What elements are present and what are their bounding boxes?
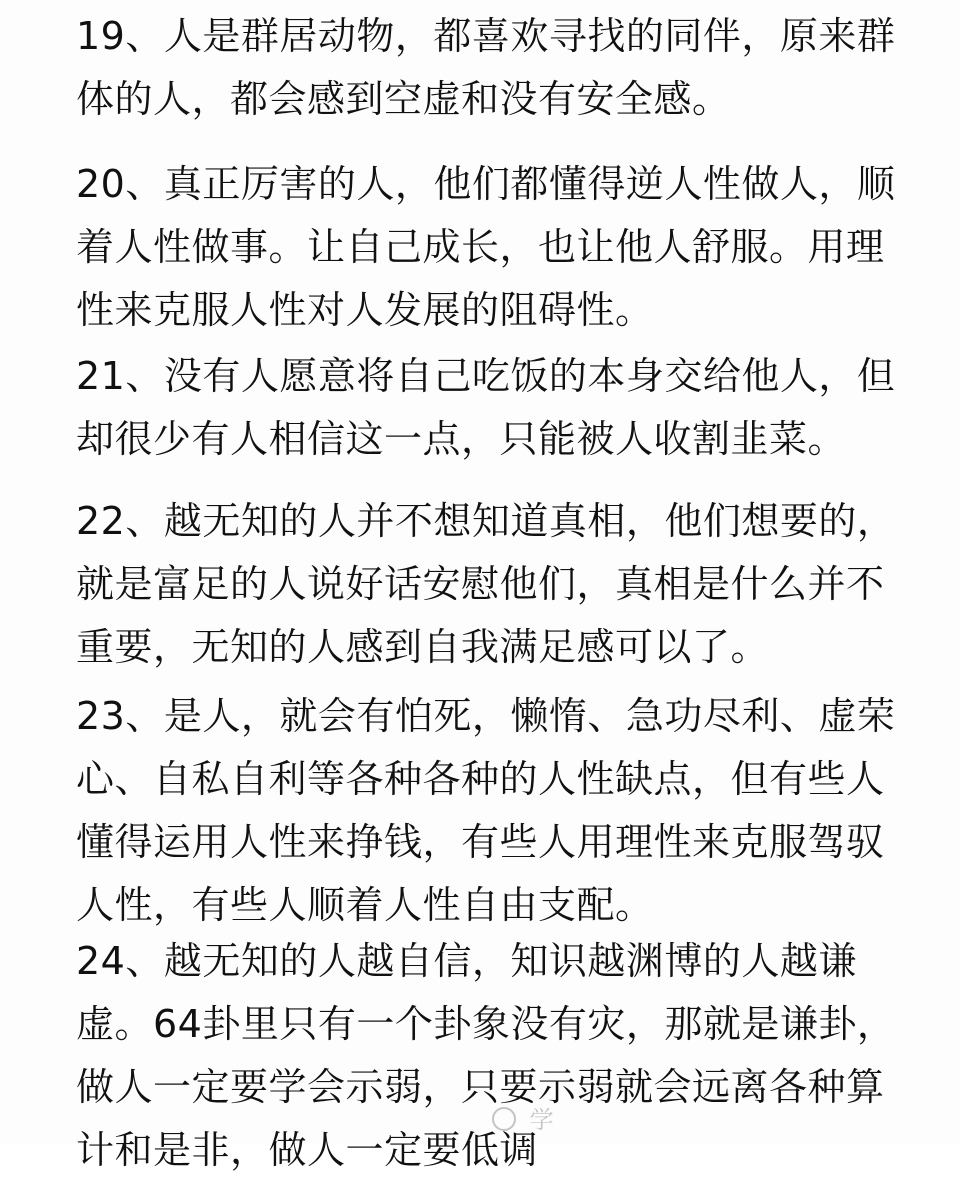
paragraph-20 — [76, 153, 896, 342]
paragraph-line: 做人一定要学会示弱，只要示弱就会远离各种算 — [76, 1065, 885, 1109]
paragraph-line: 却很少有人相信这一点，只能被人收割韭菜。 — [76, 417, 847, 461]
paragraph-line: 24、越无知的人越自信，知识越渊博的人越谦 — [76, 939, 857, 983]
paragraph-line: 虚。64卦里只有一个卦象没有灾，那就是谦卦， — [76, 1002, 896, 1046]
paragraph-line: 体的人，都会感到空虚和没有安全感。 — [76, 77, 731, 121]
paragraph-line: 心、自私自利等各种各种的人性缺点，但有些人 — [76, 757, 885, 801]
watermark-text: 学 — [529, 1106, 554, 1134]
paragraph-line: 21、没有人愿意将自己吃饭的本身交给他人，但 — [76, 354, 896, 398]
paragraph-22 — [76, 490, 896, 679]
weibo-icon — [492, 1107, 516, 1131]
paragraph-line: 人性，有些人顺着人性自由支配。 — [76, 883, 654, 927]
paragraph-line: 性来克服人性对人发展的阻碍性。 — [76, 288, 654, 332]
paragraph-line: 20、真正厉害的人，他们都懂得逆人性做人，顺 — [76, 162, 896, 206]
paragraph-line: 懂得运用人性来挣钱，有些人用理性来克服驾驭 — [76, 820, 885, 864]
paragraph-23 — [76, 685, 896, 937]
paragraph-line: 就是富足的人说好话安慰他们，真相是什么并不 — [76, 562, 885, 606]
paragraph-19 — [76, 5, 896, 131]
paragraph-line: 着人性做事。让自己成长，也让他人舒服。用理 — [76, 225, 885, 269]
paragraph-line: 重要，无知的人感到自我满足感可以了。 — [76, 625, 770, 669]
paragraph-21 — [76, 345, 896, 471]
paragraph-line: 23、是人，就会有怕死，懒惰、急功尽利、虚荣 — [76, 694, 896, 738]
watermark — [492, 1100, 554, 1135]
paragraph-24 — [76, 930, 896, 1182]
paragraph-line: 19、人是群居动物，都喜欢寻找的同伴，原来群 — [76, 14, 896, 58]
paragraph-line: 计和是非，做人一定要低调 — [76, 1128, 539, 1172]
paragraph-line: 22、越无知的人并不想知道真相，他们想要的， — [76, 499, 896, 543]
